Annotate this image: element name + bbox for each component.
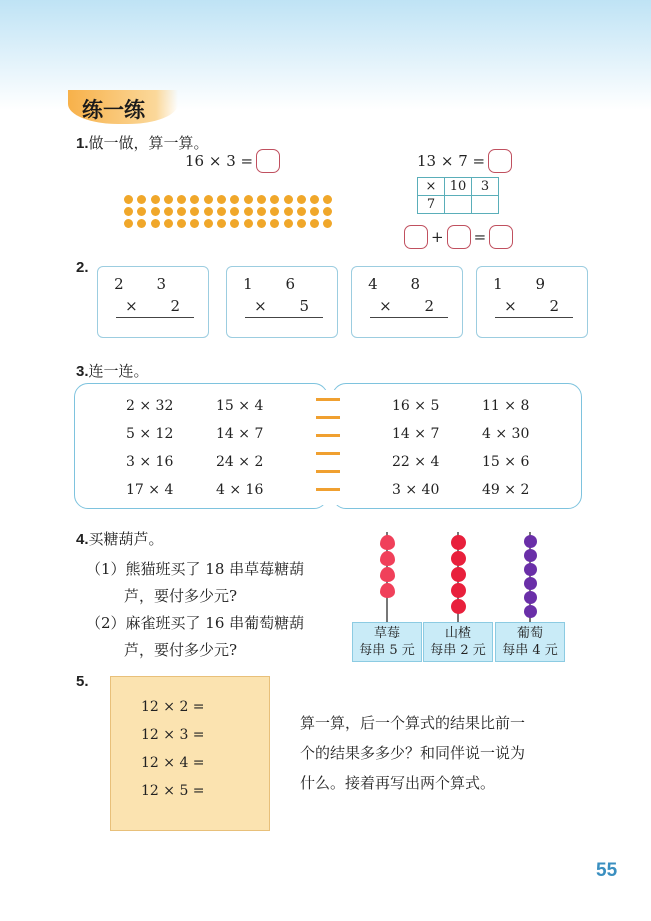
expression-left[interactable]: 4 × 16 [216,482,264,498]
multiplicand: 1 6 [243,275,309,293]
ring-binding [316,390,340,505]
dot [137,219,146,228]
fruit [524,549,537,562]
price-label[interactable]: 山楂 每串 2 元 [423,622,493,662]
vertical-multiplication-card [476,266,588,338]
fruit [380,567,395,582]
fruit [380,551,395,566]
grid-cell[interactable] [445,196,472,214]
left-panel [74,383,328,509]
dot [177,195,186,204]
dot [190,219,199,228]
expression-left[interactable]: 5 × 12 [126,426,174,442]
dot [124,195,133,204]
fruit [524,605,537,618]
fruit [380,583,395,598]
dot [310,195,319,204]
grid-cell: 7 [418,196,445,214]
dot [164,207,173,216]
expression-right[interactable]: 22 × 4 [392,454,440,470]
answer-box[interactable] [447,225,471,249]
dot [323,207,332,216]
candied-fruit-2 [495,530,565,658]
dot [177,219,186,228]
fruit [524,535,537,548]
fruit [451,583,466,598]
fruit [451,535,466,550]
dot-array [124,195,333,228]
dot [151,207,160,216]
dot [164,219,173,228]
q1-heading: 1.做一做，算一算。 [76,134,209,152]
dot [124,219,133,228]
multiplicand: 2 3 [114,275,180,293]
expression-right[interactable]: 3 × 40 [392,482,440,498]
price-label[interactable]: 草莓 每串 5 元 [352,622,422,662]
section-banner [68,90,178,124]
answer-line [370,317,448,318]
price-label[interactable]: 葡萄 每串 4 元 [495,622,565,662]
section-title: 练一练 [82,98,145,122]
q1-equation-2: 13 × 7 = [417,149,512,173]
multiplier: × 5 [254,297,323,315]
dot [230,219,239,228]
page-number: 55 [596,860,618,881]
fruit [380,535,395,550]
fruit [524,591,537,604]
dot [297,219,306,228]
dot [257,207,266,216]
equation-line: 12 × 2 = [141,699,205,715]
dot [217,207,226,216]
answer-line [245,317,323,318]
multiplier: × 2 [125,297,194,315]
answer-line [495,317,573,318]
answer-box[interactable] [404,225,428,249]
dot [137,195,146,204]
multiplier: × 2 [504,297,573,315]
fruit [451,599,466,614]
vertical-multiplication-card [97,266,209,338]
candied-fruit-1 [423,530,493,658]
dot [137,207,146,216]
expression-right[interactable]: 16 × 5 [392,398,440,414]
dot [204,195,213,204]
expression-right[interactable]: 11 × 8 [482,398,530,414]
equation-line: 12 × 3 = [141,727,205,743]
multiplicand: 4 8 [368,275,434,293]
q3-heading: 3.连一连。 [76,362,149,380]
q5-instructions: 算一算，后一个算式的结果比前一 个的结果多多少？和同伴说一说为 什么。接着再写出两个算式。 [300,714,526,792]
dot [204,219,213,228]
multiplier: × 2 [379,297,448,315]
dot [230,195,239,204]
q2-number: 2. [76,259,89,276]
dot [270,219,279,228]
q4-heading: 4.买糖葫芦。 [76,530,164,548]
dot [190,207,199,216]
expression-left[interactable]: 3 × 16 [126,454,174,470]
fruit [451,551,466,566]
multiplicand: 1 9 [493,275,559,293]
dot [284,207,293,216]
expression-left[interactable]: 24 × 2 [216,454,264,470]
dot [177,207,186,216]
fruit [524,577,537,590]
q1-sum-equation: + = [404,225,513,249]
dot [164,195,173,204]
expression-right[interactable]: 4 × 30 [482,426,530,442]
dot [230,207,239,216]
answer-line [116,317,194,318]
dot [310,207,319,216]
dot [297,195,306,204]
dot [204,207,213,216]
grid-cell[interactable] [472,196,499,214]
dot [244,219,253,228]
dot [270,207,279,216]
dot [284,219,293,228]
q4-subquestions: （1）熊猫班买了 18 串草莓糖葫 芦，要付多少元? （2）麻雀班买了 16 串葡萄糖葫 芦，要付多少元? [86,560,305,659]
vertical-multiplication-card [226,266,338,338]
q5-number: 5. [76,673,89,690]
fruit [524,563,537,576]
expression-left[interactable]: 17 × 4 [126,482,174,498]
candied-fruit-0 [352,530,422,658]
expression-left[interactable]: 15 × 4 [216,398,264,414]
grid-cell: 10 [445,178,472,196]
dot [284,195,293,204]
dot [151,195,160,204]
grid-cell: 3 [472,178,499,196]
q1-equation-1: 16 × 3 = [185,149,280,173]
dot [323,195,332,204]
equation-line: 12 × 4 = [141,755,205,771]
dot [151,219,160,228]
dot [217,195,226,204]
dot [270,195,279,204]
expression-right[interactable]: 15 × 6 [482,454,530,470]
right-panel [332,383,582,509]
answer-box[interactable] [489,225,513,249]
dot [297,207,306,216]
equation-line: 12 × 5 = [141,783,205,799]
grid-cell: × [418,178,445,196]
note-paper [110,676,270,831]
dot [323,219,332,228]
expression-right[interactable]: 49 × 2 [482,482,530,498]
vertical-multiplication-card [351,266,463,338]
answer-box[interactable] [256,149,280,173]
dot [217,219,226,228]
dot [310,219,319,228]
dot [257,219,266,228]
dot [124,207,133,216]
dot [244,207,253,216]
expression-right[interactable]: 14 × 7 [392,426,440,442]
dot [257,195,266,204]
fruit [451,567,466,582]
expression-left[interactable]: 2 × 32 [126,398,174,414]
expression-left[interactable]: 14 × 7 [216,426,264,442]
dot [244,195,253,204]
multiplication-grid [417,177,499,214]
dot [190,195,199,204]
answer-box[interactable] [488,149,512,173]
